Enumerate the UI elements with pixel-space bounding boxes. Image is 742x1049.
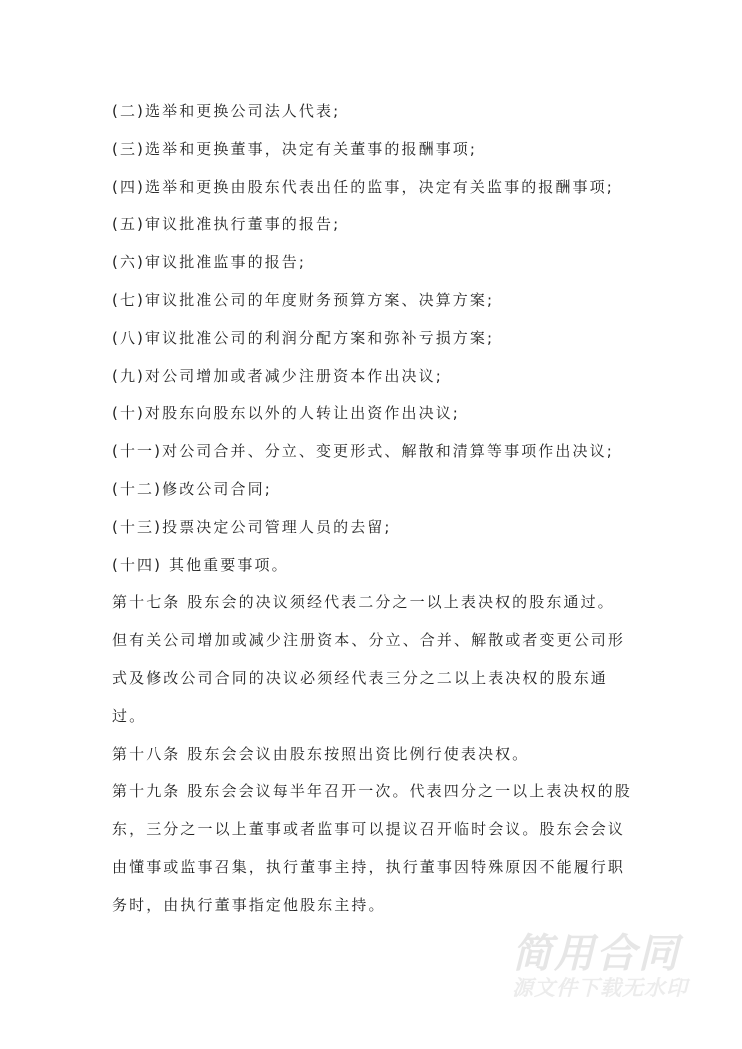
- document-line: (九)对公司增加或者减少注册资本作出决议;: [112, 366, 443, 385]
- document-line: (八)审议批准公司的利润分配方案和弥补亏损方案;: [112, 328, 495, 347]
- document-line: (十四) 其他重要事项。: [112, 555, 289, 574]
- document-line: 东，三分之一以上董事或者监事可以提议召开临时会议。股东会会议: [112, 820, 626, 839]
- document-line: 第十八条 股东会会议由股东按照出资比例行使表决权。: [112, 744, 530, 763]
- document-line: (六)审议批准监事的报告;: [112, 253, 307, 272]
- document-line: (四)选举和更换由股东代表出任的监事，决定有关监事的报酬事项;: [112, 177, 614, 196]
- document-line: (十一)对公司合并、分立、变更形式、解散和清算等事项作出决议;: [112, 442, 614, 461]
- document-line: 由懂事或监事召集，执行董事主持，执行董事因特殊原因不能履行职: [112, 858, 626, 876]
- document-line: 式及修改公司合同的决议必须经代表三分之二以上表决权的股东通: [112, 669, 608, 687]
- document-line: 但有关公司增加或减少注册资本、分立、合并、解散或者变更公司形: [112, 631, 626, 650]
- document-line: 务时，由执行董事指定他股东主持。: [112, 895, 386, 914]
- document-line: (十二)修改公司合同;: [112, 480, 272, 498]
- document-line: (三)选举和更换董事，决定有关董事的报酬事项;: [112, 139, 478, 158]
- document-line: (二)选举和更换公司法人代表;: [112, 102, 341, 120]
- document-line: (十三)投票决定公司管理人员的去留;: [112, 517, 392, 536]
- document-line: 第十七条 股东会的决议须经代表二分之一以上表决权的股东通过。: [112, 593, 615, 612]
- document-line: 第十九条 股东会会议每半年召开一次。代表四分之一以上表决权的股: [112, 782, 632, 801]
- watermark-logo: 简用合同: [512, 931, 680, 977]
- document-line: 过。: [112, 706, 147, 725]
- document-line: (七)审议批准公司的年度财务预算方案、决算方案;: [112, 291, 495, 309]
- document-line: (五)审议批准执行董事的报告;: [112, 215, 341, 234]
- watermark-subtitle: 源文件下载无水印: [512, 976, 688, 1000]
- document-line: (十)对股东向股东以外的人转让出资作出决议;: [112, 404, 460, 423]
